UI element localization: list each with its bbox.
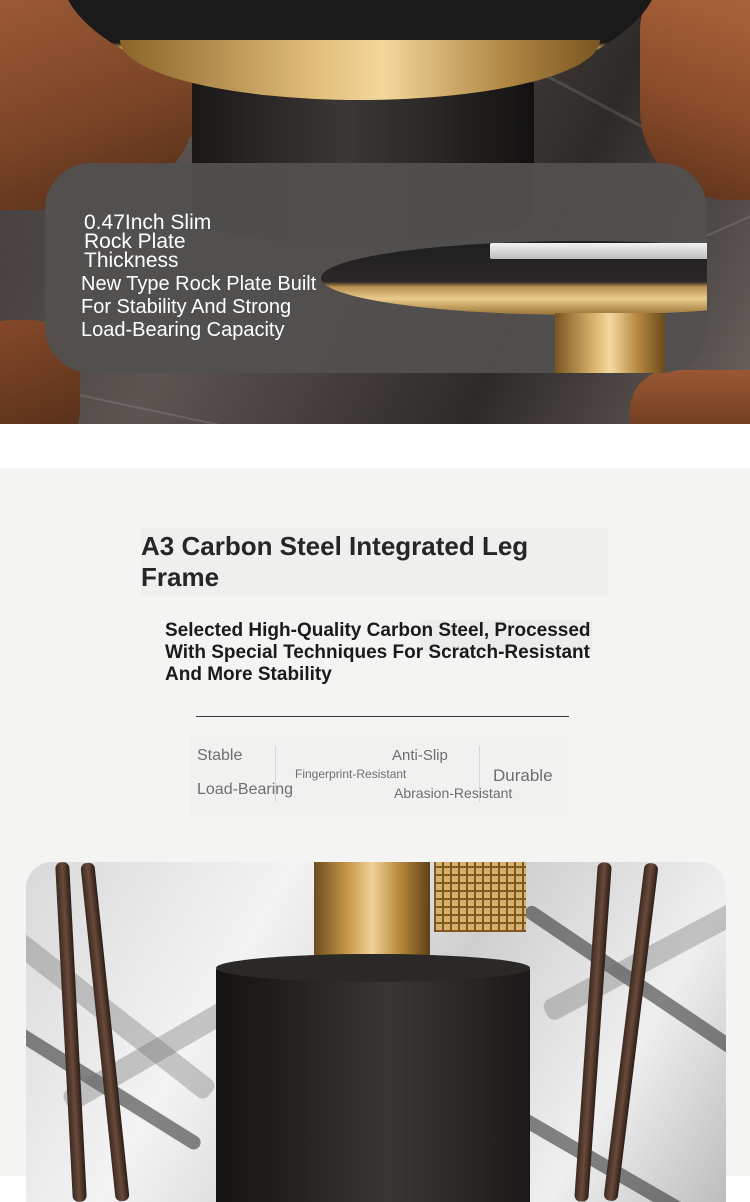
chair-leg bbox=[603, 862, 658, 1201]
divider bbox=[196, 716, 569, 717]
rattan-backrest bbox=[434, 862, 526, 932]
feature-fingerprint-resistant: Fingerprint-Resistant bbox=[295, 767, 407, 781]
rock-plate-slice bbox=[490, 243, 707, 259]
feature-load-bearing: Load-Bearing bbox=[197, 781, 294, 798]
info-card bbox=[45, 163, 707, 373]
chair-leg bbox=[55, 862, 87, 1202]
card-description: New Type Rock Plate Built For Stability And Strong Load-Bearing Capacity bbox=[81, 273, 317, 341]
leather-chair bbox=[630, 370, 750, 424]
feature-stable: Stable bbox=[197, 747, 243, 764]
section-heading: A3 Carbon Steel Integrated Leg Frame bbox=[141, 531, 529, 592]
gold-leg bbox=[555, 313, 665, 373]
card-title: 0.47Inch Slim Rock Plate Thickness bbox=[84, 211, 212, 272]
feature-abrasion-resistant: Abrasion-Resistant bbox=[394, 785, 513, 801]
black-base bbox=[216, 954, 530, 1202]
feature-anti-slip: Anti-Slip bbox=[392, 747, 448, 764]
black-base-top bbox=[216, 954, 530, 982]
heading-background bbox=[141, 528, 608, 596]
section-subtext: Selected High-Quality Carbon Steel, Processed With Special Techniques For Scratch-Resistant And More Stability bbox=[165, 620, 591, 685]
marble-vein bbox=[60, 390, 295, 424]
feature-durable: Durable bbox=[493, 766, 553, 785]
leg-frame-photo bbox=[26, 862, 726, 1202]
hero-photo bbox=[0, 0, 750, 424]
